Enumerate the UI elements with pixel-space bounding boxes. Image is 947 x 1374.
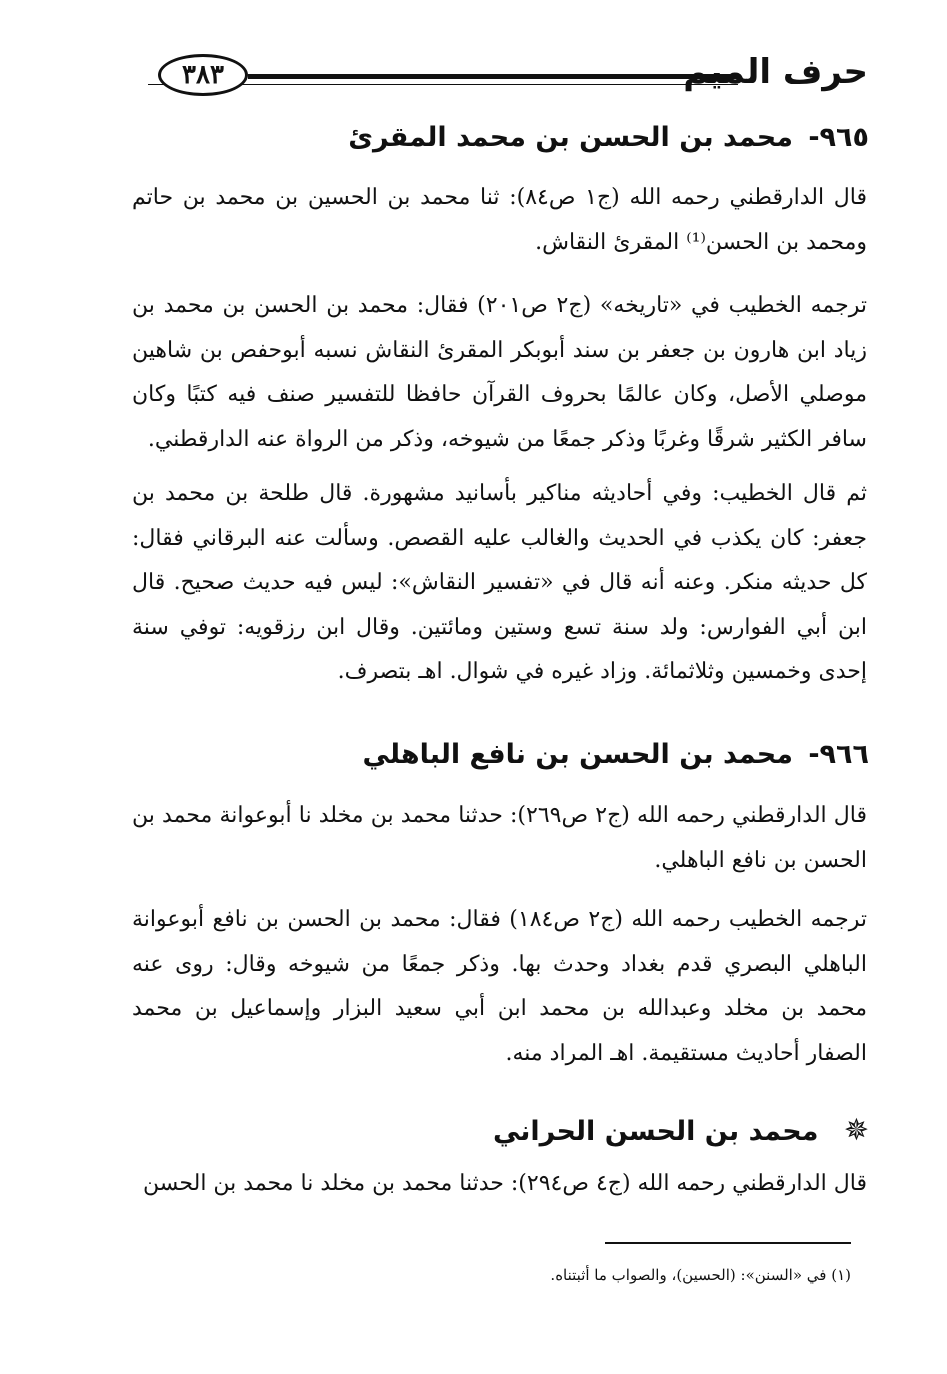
header-rule [248, 74, 738, 79]
entry-heading [493, 1111, 869, 1152]
paragraph: قال الدارقطني رحمه الله (ج٤ ص٢٩٤): حدثنا محمد بن مخلد نا محمد بن الحسن [143, 1171, 867, 1196]
entry-heading [363, 735, 869, 775]
paragraph: ترجمه الخطيب رحمه الله (ج٢ ص١٨٤) فقال: محمد بن الحسن بن نافع أبوعوانة الباهلي البصري قدم بغداد وحدث بها. وذكر جمعًا من شيوخه وقال: روى عنه محمد بن مخلد وعبدالله بن محمد ابن أبي سعيد البزار وإسماعيل بن محمد الصفار أحاديث مستقيمة. اهـ المراد منه. [132, 907, 867, 1066]
page-number: ٣٨٣ [158, 54, 248, 96]
footnote: (١) في «السنن»: (الحسين)، والصواب ما أثبتناه. [550, 1266, 851, 1284]
entry-heading [348, 118, 869, 158]
entry-name: محمد بن الحسن بن محمد المقرئ [348, 122, 793, 153]
chapter-title: حرف الميم [683, 52, 868, 92]
eight-point-star-icon: ✵ [843, 1113, 869, 1148]
running-header [128, 48, 868, 100]
entry-number: ٩٦٦- [808, 739, 869, 770]
entry-name: محمد بن الحسن الحراني [492, 1116, 819, 1147]
paragraph: ترجمه الخطيب في «تاريخه» (ج٢ ص٢٠١) فقال: محمد بن الحسن بن محمد بن زياد ابن هارون بن جعفر بن سند أبوبكر المقرئ النقاش نسبه أبوحفص بن شاهين موصلي الأصل، وكان عالمًا بحروف القرآن حافظا للتفسير صنف فيه كتبًا وكان سافر الكثير شرقًا وغربًا وذكر جمعًا من شيوخه، وذكر من الرواة عنه الدارقطني. [132, 293, 868, 452]
paragraph: ثم قال الخطيب: وفي أحاديثه مناكير بأسانيد مشهورة. قال طلحة بن محمد بن جعفر: كان يكذب في الحديث والغالب عليه القصص. وسألت عنه البرقاني فقال: كل حديثه منكر. وعنه أنه قال في «تفسير النقاش»: ليس فيه حديث صحيح. قال ابن أبي الفوارس: ولد سنة تسع وستين ومائتين. وقال ابن رزقويه: توفي سنة إحدى وخمسين وثلاثمائة. وزاد غيره في شوال. اهـ بتصرف. [132, 481, 867, 684]
paragraph: قال الدارقطني رحمه الله (ج٢ ص٢٦٩): حدثنا محمد بن مخلد نا أبوعوانة محمد بن الحسن بن نافع الباهلي. [132, 803, 868, 873]
paragraph: قال الدارقطني رحمه الله (ج١ ص٨٤): ثنا محمد بن الحسين بن محمد بن حاتم ومحمد بن الحسن⁽¹⁾ المقرئ النقاش. [132, 185, 867, 255]
footnote-rule [605, 1242, 851, 1244]
entry-name: محمد بن الحسن بن نافع الباهلي [362, 739, 793, 770]
entry-number: ٩٦٥- [808, 122, 869, 153]
